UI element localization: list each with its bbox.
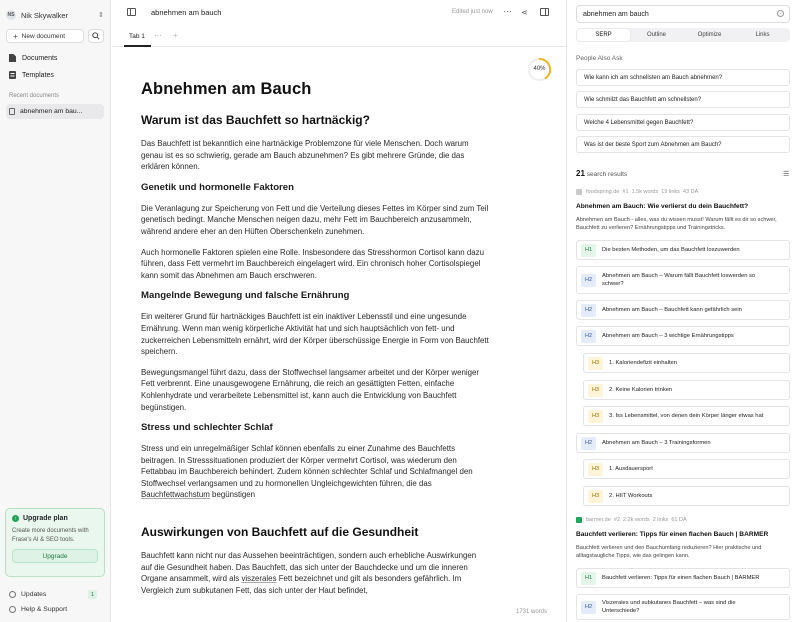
- document-content[interactable]: [141, 80, 489, 605]
- heading-text: 2. HIIT Workouts: [609, 493, 653, 499]
- heading-level-tag: H3: [588, 384, 603, 397]
- paa-question[interactable]: Wie schmilzt das Bauchfett am schnellsten?: [576, 91, 790, 108]
- upgrade-card: [5, 508, 105, 577]
- result-title[interactable]: Abnehmen am Bauch: Wie verlierst du dein Bauchfett?: [576, 203, 749, 210]
- heading-level-tag: H1: [581, 572, 596, 585]
- result-links: 2 links: [652, 517, 669, 523]
- editor-pane: [112, 0, 566, 622]
- search-results-header: [576, 169, 627, 178]
- sidebar-item-label: Templates: [22, 71, 54, 79]
- subsection-heading: Genetik und hormonelle Faktoren: [141, 181, 294, 193]
- heading-item[interactable]: [583, 353, 790, 373]
- new-document-label: New document: [21, 32, 66, 40]
- result-links: 19 links: [661, 189, 680, 195]
- heading-item[interactable]: [583, 380, 790, 400]
- result-description: Bauchfett verlieren und den Bauchumfang reduzieren? Hier praktische und alltagstaugliche Tipps, wie das gelingen kann.: [576, 545, 762, 559]
- heading-item[interactable]: [576, 240, 790, 260]
- document-h1: Abnehmen am Bauch: [141, 80, 312, 98]
- add-tab-icon[interactable]: +: [173, 31, 178, 40]
- toggle-right-panel-icon[interactable]: [540, 8, 549, 16]
- heading-level-tag: H3: [588, 357, 603, 370]
- results-label: search results: [586, 171, 628, 178]
- keyword-input[interactable]: [576, 5, 790, 23]
- paragraph-text: begünstigen: [209, 490, 256, 500]
- result-description: Abnehmen am Bauch - alles, was du wissen musst! Warum fällt es dir so schwer, Bauchfett zu verlieren? Ernährungstipps und Trainingstricks.: [576, 217, 777, 231]
- paragraph-text: Stress und ein unregelmäßiger Schlaf können ebenfalls zu einer Zunahme des Bauchfetts beitragen. In Stresssituationen produziert der Körper vermehrt Cortisol, was wiederum den Fettabbau im Bauchbereich behindert. Zudem können schlechter Schlaf und Schlafmangel den Stoffwechsel verlangsamen und zu hormonellen Ungleichgewichten führen, die das: [141, 444, 473, 488]
- upgrade-button[interactable]: Upgrade: [12, 549, 98, 563]
- paa-question[interactable]: Welche 4 Lebensmittel gegen Bauchfett?: [576, 114, 790, 131]
- plus-icon: +: [13, 31, 18, 41]
- results-count: 21: [576, 169, 585, 178]
- paragraph: [141, 443, 489, 501]
- chevron-updown-icon: ⇕: [98, 12, 104, 19]
- heading-item[interactable]: [576, 300, 790, 320]
- favicon-icon: [576, 517, 582, 523]
- sidebar: [0, 0, 111, 622]
- workspace-name: Nik Skywalker: [21, 10, 69, 20]
- sidebar-item-templates[interactable]: [6, 68, 104, 82]
- heading-item[interactable]: [576, 568, 790, 588]
- workspace-switcher[interactable]: [6, 7, 104, 23]
- upgrade-title: Upgrade plan: [23, 515, 68, 522]
- result-domain: foodspring.de: [586, 189, 620, 195]
- avatar: NS: [7, 12, 15, 18]
- people-also-ask-label: People Also Ask: [576, 55, 623, 62]
- filter-icon[interactable]: ☰: [783, 171, 790, 178]
- tab-links[interactable]: Links: [755, 32, 770, 38]
- heading-text: Bauchfett verlieren: Tipps für einen flachen Bauch | BARMER: [602, 575, 760, 581]
- heading-text: Viszerales und subkutanes Bauchfett – was sind die Unterschiede?: [602, 600, 736, 614]
- research-tabs: [576, 28, 790, 42]
- paragraph: Die Veranlagung zur Speicherung von Fett und die Verteilung dieses Fettes im Körper sind zum Teil genetisch bedingt. Manche Menschen neigen dazu, mehr Fett im Bauchbereich anzusammeln, während andere eher an den Hüften Oberschenkeln zunehmen.: [141, 203, 489, 236]
- paragraph: Auch hormonelle Faktoren spielen eine Rolle. Insbesondere das Stresshormon Cortisol kann dazu führen, dass Fett vermehrt im Bauchbereich eingelagert wird. Ein chronisch hoher Cortisolspiegel kann somit das Abnehmen am Bauch erschweren.: [141, 247, 484, 280]
- result-meta: [576, 517, 687, 523]
- heading-level-tag: H2: [581, 274, 596, 287]
- heading-level-tag: H2: [581, 601, 596, 614]
- recent-document-item[interactable]: [6, 104, 104, 119]
- recent-document-label: abnehmen am bau...: [20, 108, 83, 115]
- toggle-sidebar-icon[interactable]: [127, 8, 136, 16]
- paa-question[interactable]: Was ist der beste Sport zum Abnehmen am Bauch?: [576, 136, 790, 153]
- updates-label: Updates: [21, 591, 47, 598]
- heading-text: Abnehmen am Bauch – 3 wichtige Ernährungstipps: [602, 333, 734, 339]
- subsection-heading: Stress und schlechter Schlaf: [141, 422, 273, 434]
- editor-topbar: [112, 0, 566, 26]
- upgrade-icon: ↑: [12, 515, 19, 522]
- paragraph-text: Fett bezeichnet und gilt als besonders gefährlich. Im Vergleich zum subkutanen Fett, das sich unter der Haut befindet,: [141, 574, 462, 595]
- word-count: 1731 words: [516, 609, 548, 615]
- active-tab-indicator: [124, 45, 151, 47]
- tab-outline[interactable]: Outline: [646, 32, 666, 38]
- sidebar-item-documents[interactable]: [6, 51, 104, 65]
- tab-optimize[interactable]: Optimize: [697, 32, 722, 38]
- result-da: 43 DA: [682, 189, 699, 195]
- result-rank: #2: [613, 517, 620, 523]
- new-document-button[interactable]: [6, 29, 84, 43]
- recent-documents-label: Recent documents: [9, 93, 60, 99]
- heading-text: Die besten Methoden, um das Bauchfett loszuwerden: [602, 247, 740, 253]
- heading-text: 1. Ausdauersport: [609, 466, 653, 472]
- heading-level-tag: H3: [588, 490, 603, 503]
- heading-level-tag: H1: [581, 244, 596, 257]
- search-icon: [92, 32, 100, 40]
- section-heading: Warum ist das Bauchfett so hartnäckig?: [141, 113, 370, 127]
- heading-item[interactable]: [576, 594, 790, 620]
- more-options-icon[interactable]: ···: [503, 6, 512, 16]
- content-score-value: 40%: [533, 66, 546, 72]
- tab-1[interactable]: Tab 1: [129, 33, 145, 40]
- heading-text: Abnehmen am Bauch – Bauchfett kann gefährlich sein: [602, 307, 742, 313]
- favicon-icon: [576, 189, 582, 195]
- heading-item[interactable]: [583, 459, 790, 479]
- updates-link[interactable]: [9, 590, 97, 599]
- inline-link[interactable]: Bauchfettwachstum: [141, 490, 210, 500]
- document-title[interactable]: abnehmen am bauch: [151, 8, 222, 17]
- upgrade-title-row: [12, 515, 98, 522]
- heading-text: Abnehmen am Bauch – 3 Trainingsformen: [602, 440, 711, 446]
- heading-level-tag: H3: [588, 410, 603, 423]
- tab-options-icon[interactable]: ···: [154, 31, 162, 40]
- subsection-heading: Mangelnde Bewegung und falsche Ernährung: [141, 290, 350, 302]
- heading-item[interactable]: [576, 266, 790, 294]
- heading-level-tag: H2: [581, 437, 596, 450]
- clear-keyword-icon[interactable]: ×: [777, 10, 784, 17]
- result-meta: [576, 189, 698, 195]
- heading-item[interactable]: [576, 433, 790, 453]
- paragraph: [141, 550, 489, 596]
- heading-item[interactable]: [583, 406, 790, 426]
- upgrade-description: Create more documents with Frase's AI & SEO tools.: [12, 528, 89, 543]
- document-icon: [9, 54, 16, 62]
- heading-item[interactable]: [576, 326, 790, 346]
- heading-text: 1. Kaloriendefizit einhalten: [609, 360, 677, 366]
- research-panel: [566, 0, 800, 622]
- tab-serp[interactable]: SERP: [577, 29, 630, 41]
- sidebar-item-label: Documents: [22, 54, 58, 62]
- heading-level-tag: H2: [581, 330, 596, 343]
- help-support-link[interactable]: [9, 606, 97, 613]
- inline-link[interactable]: viszerales: [241, 574, 277, 584]
- paa-question[interactable]: Wie kann ich am schnellsten am Bauch abnehmen?: [576, 69, 790, 86]
- result-domain: barmer.de: [586, 517, 611, 523]
- paragraph: Ein weiterer Grund für hartnäckiges Bauchfett ist ein inaktiver Lebensstil und eine ungesunde Ernährung. Wenn man wenig körperliche Aktivität hat und sich hauptsächlich von fett- und zuckerreichen Lebensmitteln ernährt, wird der Körper überschüssige Energie in Form von Bauchfett speichern.: [141, 312, 489, 357]
- updates-badge: 1: [88, 590, 97, 599]
- result-words: 2.2k words: [623, 517, 650, 523]
- heading-text: Abnehmen am Bauch – Warum fällt Bauchfett loswerden so schwer?: [602, 273, 756, 287]
- result-words: 1.5k words: [631, 189, 659, 195]
- result-title[interactable]: Bauchfett verlieren: Tipps für einen flachen Bauch | BARMER: [576, 531, 769, 538]
- paragraph: Das Bauchfett ist bekanntlich eine hartnäckige Problemzone für viele Menschen. Doch warum genau ist es so schwierig, gerade am Bauch abzunehmen? Es gibt mehrere Gründe, die das erklären können.: [141, 139, 469, 172]
- document-tabs: [112, 26, 566, 47]
- paragraph-text: Bauchfett kann nicht nur das Aussehen beeinträchtigen, sondern auch erhebliche Auswirkungen auf die Gesundheit haben. Das Bauchfett, das sich unter der Bauchdecke und um die inneren Organe ansammelt, wird als: [141, 551, 477, 584]
- share-icon[interactable]: ⋖: [521, 8, 528, 17]
- keyword-value: abnehmen am bauch: [583, 10, 649, 18]
- paragraph: Bewegungsmangel führt dazu, dass der Stoffwechsel langsamer arbeitet und der Körper weniger Fett verbrennt. Eine unausgewogene Ernährung, die reich an gesättigten Fetten, einfache Kohlenhydrate und verarbeitete Lebensmittel ist, kann auch die Entwicklung von Bauchfett begünstigen.: [141, 367, 480, 412]
- document-icon: [9, 108, 15, 115]
- search-button[interactable]: [88, 29, 104, 43]
- heading-level-tag: H3: [588, 463, 603, 476]
- updates-icon: [9, 591, 16, 598]
- help-label: Help & Support: [21, 606, 68, 613]
- heading-text: 2. Keine Kalorien trinken: [609, 387, 673, 393]
- result-da: 61 DA: [671, 517, 687, 523]
- heading-text: 3. Iss Lebensmittel, von denen dein Körper länger etwas hat: [609, 413, 764, 419]
- templates-icon: [9, 71, 16, 79]
- result-rank: #1: [622, 189, 629, 195]
- edited-status: Edited just now: [452, 9, 493, 15]
- help-icon: [9, 606, 16, 613]
- heading-item[interactable]: [583, 486, 790, 506]
- heading-level-tag: H2: [581, 304, 596, 317]
- section-heading: Auswirkungen von Bauchfett auf die Gesundheit: [141, 525, 419, 540]
